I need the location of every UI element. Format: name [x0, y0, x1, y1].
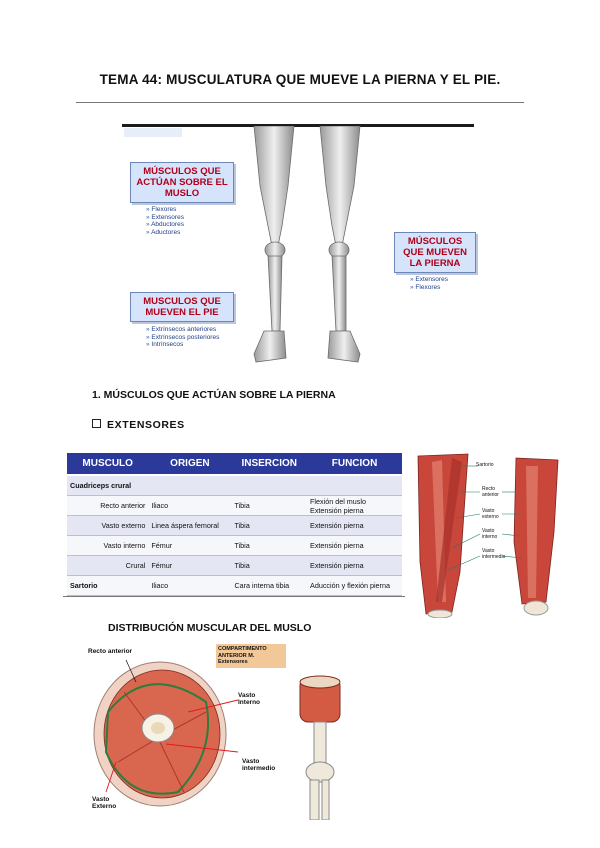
- cell-insercion: Tibia: [231, 496, 307, 516]
- box-leg-muscles: MÚSCULOS QUE MUEVEN LA PIERNA: [394, 232, 476, 273]
- leg-muscle-list: [410, 276, 448, 291]
- label-vasto-intermedio-section: Vasto intermedio: [242, 758, 276, 772]
- cell-insercion: Cara interna tibia: [231, 576, 307, 596]
- cell-funcion: Flexión del muslo Extensión pierna: [307, 496, 402, 516]
- slide-logo: [124, 128, 182, 137]
- cell-musculo: Vasto interno: [67, 536, 148, 556]
- label-recto-anterior: Recto anterior: [482, 486, 499, 498]
- cell-funcion: Extensión pierna: [307, 516, 402, 536]
- cell-origen: Fémur: [148, 536, 231, 556]
- list-item: » Intrínsecos: [146, 341, 219, 349]
- col-insercion: INSERCION: [231, 453, 307, 475]
- cell-funcion: Extensión pierna: [307, 556, 402, 576]
- extensors-label: EXTENSORES: [107, 419, 185, 431]
- box-thigh-muscles: MÚSCULOS QUE ACTÚAN SOBRE EL MUSLO: [130, 162, 234, 203]
- cell-origen: Iliaco: [148, 496, 231, 516]
- label-recto-anterior-section: Recto anterior: [88, 648, 133, 655]
- label-vasto-externo-section: Vasto Externo: [92, 796, 117, 810]
- label-vasto-externo: Vasto externo: [482, 508, 499, 520]
- label-vasto-interno: Vasto interno: [482, 528, 498, 540]
- cell-funcion: Aducción y flexión pierna: [307, 576, 402, 596]
- label-vasto-intermedio: Vasto intermedio: [482, 548, 506, 560]
- figure-leg-muscle-groups: [122, 124, 474, 370]
- cell-insercion: Tibia: [231, 516, 307, 536]
- col-funcion: FUNCION: [307, 453, 402, 475]
- label-vasto-interno-section: Vasto Interno: [238, 692, 261, 706]
- section-heading-extensors: [92, 419, 185, 431]
- cell-insercion: Tibia: [231, 556, 307, 576]
- table-row: [67, 536, 402, 556]
- list-item: » Extrínsecos anteriores: [146, 326, 219, 334]
- skeleton-legs-illustration: [242, 126, 372, 370]
- list-item: » Abductores: [146, 221, 184, 229]
- cell-musculo: Vasto externo: [67, 516, 148, 536]
- cell-origen: Fémur: [148, 556, 231, 576]
- table-divider: [63, 596, 405, 597]
- list-item: » Extrínsecos posteriores: [146, 334, 219, 342]
- table-header-row: [67, 453, 402, 475]
- table-row: [67, 496, 402, 516]
- group-label-cuadriceps: Cuadriceps crural: [67, 475, 402, 496]
- table-row: [67, 516, 402, 536]
- cell-funcion: Extensión pierna: [307, 536, 402, 556]
- figure-quadriceps-illustration: [412, 452, 562, 618]
- title-divider: [76, 102, 524, 103]
- table-row: [67, 576, 402, 596]
- col-origen: ORIGEN: [148, 453, 231, 475]
- label-sartorio: Sartorio: [476, 462, 494, 468]
- cell-origen: Linea áspera femoral: [148, 516, 231, 536]
- bullet-square-icon: [92, 419, 101, 428]
- table-row: [67, 556, 402, 576]
- cell-insercion: Tibia: [231, 536, 307, 556]
- figure-thigh-cross-section: [88, 642, 378, 820]
- table-row: [67, 475, 402, 496]
- thigh-muscle-list: [146, 206, 184, 236]
- cell-musculo: Sartorio: [67, 576, 148, 596]
- section-heading-distribution: DISTRIBUCIÓN MUSCULAR DEL MUSLO: [108, 622, 312, 634]
- label-compartimento-anterior: COMPARTIMENTO ANTERIOR M. Extensores: [216, 644, 286, 668]
- extensor-muscles-table: [67, 453, 402, 596]
- list-item: » Extensores: [410, 276, 448, 284]
- box-foot-muscles: MUSCULOS QUE MUEVEN EL PIE: [130, 292, 234, 322]
- list-item: » Extensores: [146, 214, 184, 222]
- document-title: TEMA 44: MUSCULATURA QUE MUEVE LA PIERNA Y EL PIE.: [99, 72, 501, 87]
- cell-origen: Iliaco: [148, 576, 231, 596]
- col-musculo: MUSCULO: [67, 453, 148, 475]
- list-item: » Flexores: [410, 284, 448, 292]
- cell-musculo: Recto anterior: [67, 496, 148, 516]
- foot-muscle-list: [146, 326, 219, 349]
- list-item: » Aductores: [146, 229, 184, 237]
- cross-section-illustration: [88, 642, 378, 820]
- section-heading-leg: 1. MÚSCULOS QUE ACTÚAN SOBRE LA PIERNA: [92, 389, 336, 401]
- list-item: » Flexores: [146, 206, 184, 214]
- cell-musculo: Crural: [67, 556, 148, 576]
